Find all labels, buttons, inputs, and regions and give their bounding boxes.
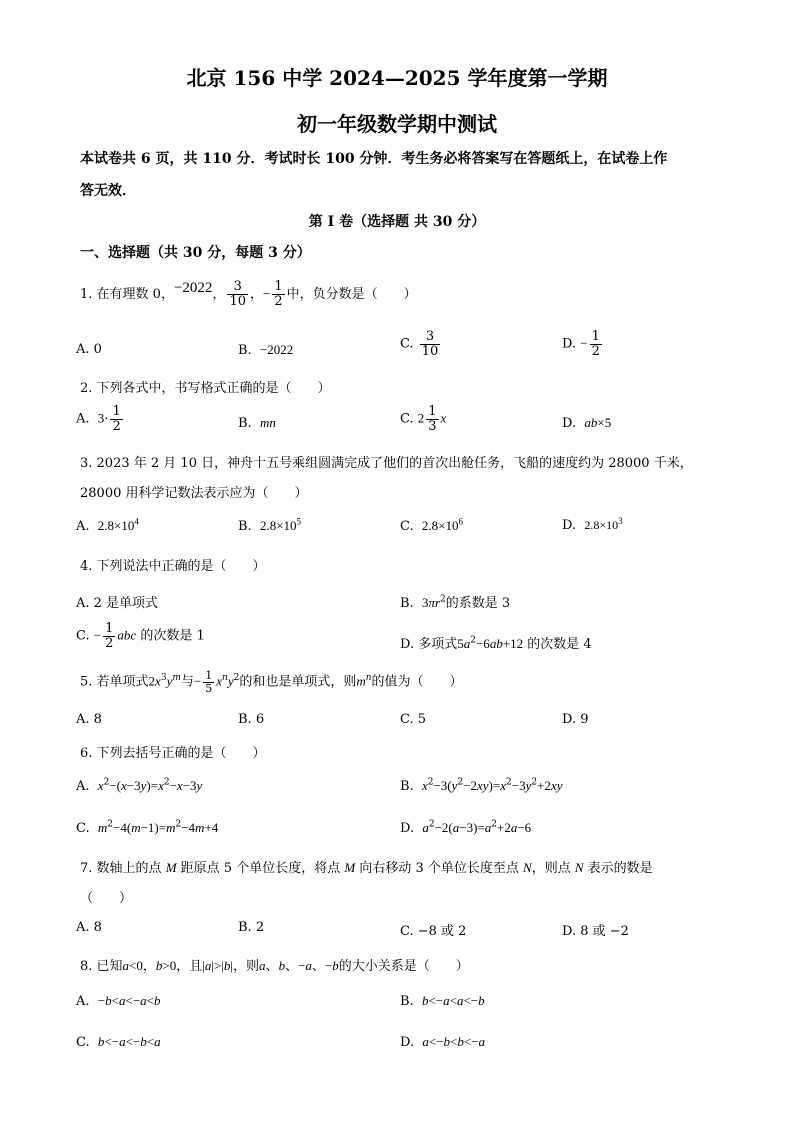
q4-option-b[interactable]: B. $3\pi r^2$的系数是 3 <box>400 594 511 611</box>
q3-option-b[interactable]: B. $2.8\times 10^5$ <box>238 516 302 534</box>
page-title: 北京 156 中学 2024—2025 学年度第一学期 <box>186 66 608 90</box>
q1-stem-suffix: 中，负分数是（ ） <box>286 287 417 302</box>
q6-option-c[interactable]: C. $m^2-4(m-1)=m^2-4m+4$ <box>76 819 219 836</box>
q6-option-b[interactable]: B. $x^2-3(y^2-2xy)=x^2-3y^2+2xy$ <box>400 777 563 794</box>
question-5-stem: 5. 若单项式$2x^3y^m$与− $\frac{1}{5}$ $x^ny^2$的和也是单项式，则$m^n$的值为（ ） <box>80 669 463 695</box>
q3-option-a[interactable]: A. $2.8\times 10^4$ <box>76 516 139 534</box>
q8-option-c[interactable]: C. b<−a<−b<a <box>76 1034 161 1050</box>
q3-option-d[interactable]: D. $2.8\times 10^3$ <box>562 516 623 533</box>
q5-option-a[interactable]: A. 8 <box>76 712 102 727</box>
q6-option-d[interactable]: D. $a^2-2(a-3)=a^2+2a-6$ <box>400 819 532 836</box>
q2-option-b[interactable]: B. mn <box>238 415 276 431</box>
section-title: 第 I 卷（选择题 共 30 分） <box>308 214 486 230</box>
question-1-stem: 1. 在有理数 0，−2022， $\frac{3}{10}$ ，− $\frac{1}{2}$ 中，负分数是（ ） <box>80 279 417 309</box>
q8-option-d[interactable]: D. a<−b<b<−a <box>400 1034 486 1050</box>
q1-option-c[interactable]: C. $\frac{3}{10}$ <box>400 329 439 359</box>
q2-option-d[interactable]: D. ab×5 <box>562 415 612 431</box>
q5-option-b[interactable]: B. 6 <box>238 712 265 727</box>
q1-option-b[interactable]: B. −2022 <box>238 342 294 358</box>
q1-option-d[interactable]: D. − $\frac{1}{2}$ <box>562 329 600 359</box>
question-6-stem: 6. 下列去括号正确的是（ ） <box>80 746 266 761</box>
q5-option-c[interactable]: C. 5 <box>400 712 427 727</box>
question-4-stem: 4. 下列说法中正确的是（ ） <box>80 559 266 574</box>
question-3-stem-line-1: 3. 2023 年 2 月 10 日，神舟十五号乘组圆满完成了他们的首次出舱任务，飞船的速度约为 28000 千米， <box>80 456 693 471</box>
q8-option-b[interactable]: B. b<−a<a<−b <box>400 993 485 1009</box>
q7-option-c[interactable]: C. −8 或 2 <box>400 924 467 939</box>
question-7-stem-line-1: 7. 数轴上的点 M 距原点 5 个单位长度，将点 M 向右移动 3 个单位长度至点 N，则点 N 表示的数是 <box>80 860 653 876</box>
q1-option-a[interactable]: A. 0 <box>76 342 102 357</box>
q3-option-c[interactable]: C. $2.8\times 10^6$ <box>400 516 463 534</box>
q4-option-d[interactable]: D. 多项式$5a^2-6ab+12$ 的次数是 4 <box>400 635 592 652</box>
q7-option-d[interactable]: D. 8 或 −2 <box>562 924 629 939</box>
q7-option-b[interactable]: B. 2 <box>238 920 265 935</box>
q7-option-a[interactable]: A. 8 <box>76 920 102 935</box>
q5-option-d[interactable]: D. 9 <box>562 712 589 727</box>
part-title: 一、选择题（共 30 分，每题 3 分） <box>80 245 311 261</box>
q8-option-a[interactable]: A. −b<a<−a<b <box>76 993 161 1009</box>
fraction-1-2: $\frac{1}{2}$ <box>274 279 283 309</box>
q2-option-c[interactable]: C. 2 $\frac{1}{3}$ x <box>400 404 447 434</box>
notice-line-1: 本试卷共 6 页，共 110 分．考试时长 100 分钟．考生务必将答案写在答题纸上，在试卷上作 <box>80 151 668 167</box>
fraction-3-10: $\frac{3}{10}$ <box>229 279 246 309</box>
notice-line-2: 答无效． <box>80 183 136 199</box>
q1-stem-prefix: 1. 在有理数 0， <box>80 287 174 302</box>
page-subtitle: 初一年级数学期中测试 <box>297 112 497 136</box>
q4-option-a[interactable]: A. 2 是单项式 <box>76 596 159 611</box>
question-3-stem-line-2: 28000 用科学记数法表示应为（ ） <box>80 486 308 501</box>
q2-option-a[interactable]: A. 3· $\frac{1}{2}$ <box>76 404 121 434</box>
q4-option-c[interactable]: C. − $\frac{1}{2}$ abc 的次数是 1 <box>76 621 205 651</box>
q6-option-a[interactable]: A. $x^2-(x-3y)=x^2-x-3y$ <box>76 777 203 794</box>
question-8-stem: 8. 已知a<0，b>0，且|a|>|b|，则a、b、−a、−b的大小关系是（ ） <box>80 958 469 974</box>
question-2-stem: 2. 下列各式中，书写格式正确的是（ ） <box>80 381 331 396</box>
question-7-stem-line-2: （ ） <box>80 891 133 906</box>
